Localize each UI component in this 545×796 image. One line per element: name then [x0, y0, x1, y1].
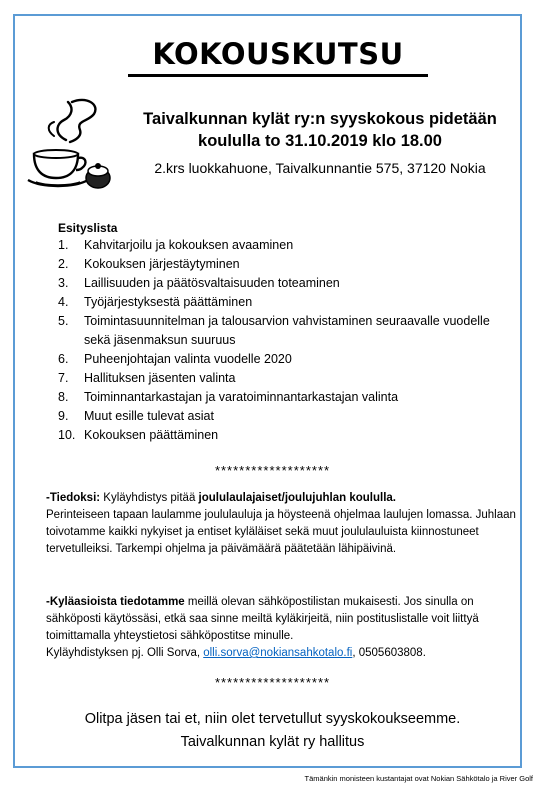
agenda-item-text: Hallituksen jäsenten valinta [84, 371, 236, 385]
notice-body: Perinteiseen tapaan laulamme joululauluja ja höysteenä ohjelmaa laulujen lomassa. Juhlaan toivotamme kaikki nykyiset ja entiset kyläläiset sekä muut joululauluista kiinnostuneet tervetulleiksi. Tarkempi ohjelma ja päivämäärä päätetään lähipäivinä. [46, 509, 516, 555]
contact-phone: , 0505603808. [352, 647, 426, 659]
agenda-item-text: Toimintasuunnitelman ja talousarvion vahvistaminen seuraavalle vuodelle sekä jäsenmaksun suuruus [84, 314, 490, 347]
footer-sponsors: Tämänkin monisteen kustantajat ovat Nokian Sähkötalo ja River Golf [304, 774, 533, 783]
agenda-item-number: 2. [58, 257, 69, 271]
agenda-item [58, 350, 498, 369]
agenda-item-text: Kokouksen järjestäytyminen [84, 257, 240, 271]
christmas-notice [46, 490, 516, 558]
headline-line1: Taivalkunnan kylät ry:n syyskokous pidetään [143, 110, 497, 128]
agenda-item-text: Laillisuuden ja päätösvaltaisuuden toteaminen [84, 276, 340, 290]
agenda-item-text: Muut esille tulevat asiat [84, 409, 214, 423]
agenda-item-number: 8. [58, 390, 69, 404]
agenda-item [58, 426, 498, 445]
agenda-item-number: 5. [58, 314, 69, 328]
agenda-item-text: Kokouksen päättäminen [84, 428, 219, 442]
closing-signature: Taivalkunnan kylät ry hallitus [180, 734, 365, 750]
agenda-item [58, 274, 498, 293]
agenda-item [58, 407, 498, 426]
agenda-title: Esityslista [58, 221, 118, 235]
closing-invitation: Olitpa jäsen tai et, niin olet tervetullut syyskokoukseemme. [84, 711, 461, 727]
mailing-lead: -Kyläasioista tiedotamme [46, 596, 185, 608]
notice-intro: Kyläyhdistys pitää [100, 492, 199, 504]
mailing-body: meillä olevan sähköpostilistan mukaisesti. Jos sinulla on sähköposti käytössäsi, etkä saa sinne meiltä kyläkirjeitä, niin postituslistalle voit liittyä toimittamalla yhteystietosi sähköpostitse minulle. [46, 596, 479, 642]
notice-emphasis: joululaulajaiset/joulujuhlan koululla. [198, 492, 396, 504]
agenda-item-text: Kahvitarjoilu ja kokouksen avaaminen [84, 238, 294, 252]
agenda-item-number: 4. [58, 295, 69, 309]
separator-stars: ******************* [214, 463, 331, 478]
agenda-item [58, 369, 498, 388]
separator-stars: ******************* [214, 675, 331, 690]
agenda-item-number: 10. [58, 428, 76, 442]
agenda-item [58, 255, 498, 274]
agenda-item-text: Työjärjestyksestä päättäminen [84, 295, 253, 309]
agenda-item-number: 1. [58, 238, 69, 252]
meeting-address: 2.krs luokkahuone, Taivalkunnantie 575, 37120 Nokia [154, 160, 486, 176]
mailing-notice [46, 594, 516, 662]
agenda-item [58, 388, 498, 407]
agenda-item-number: 9. [58, 409, 69, 423]
meeting-headline [122, 108, 518, 152]
email-link[interactable]: olli.sorva@nokiansahkotalo.fi [203, 647, 353, 659]
coffee-cup-icon [26, 96, 112, 196]
agenda-item-text: Puheenjohtajan valinta vuodelle 2020 [84, 352, 292, 366]
agenda-item-number: 3. [58, 276, 69, 290]
agenda-item-text: Toiminnantarkastajan ja varatoiminnantarkastajan valinta [84, 390, 399, 404]
notice-lead: -Tiedoksi: [46, 492, 101, 504]
agenda-list [58, 236, 498, 445]
contact-prefix: Kyläyhdistyksen pj. Olli Sorva, [46, 647, 204, 659]
agenda-item-number: 7. [58, 371, 69, 385]
headline-line2: koululla to 31.10.2019 klo 18.00 [198, 132, 442, 150]
agenda-item [58, 293, 498, 312]
agenda-item [58, 236, 498, 255]
agenda-item-number: 6. [58, 352, 69, 366]
page-title: KOKOUSKUTSU [128, 34, 428, 77]
agenda-item [58, 312, 498, 350]
